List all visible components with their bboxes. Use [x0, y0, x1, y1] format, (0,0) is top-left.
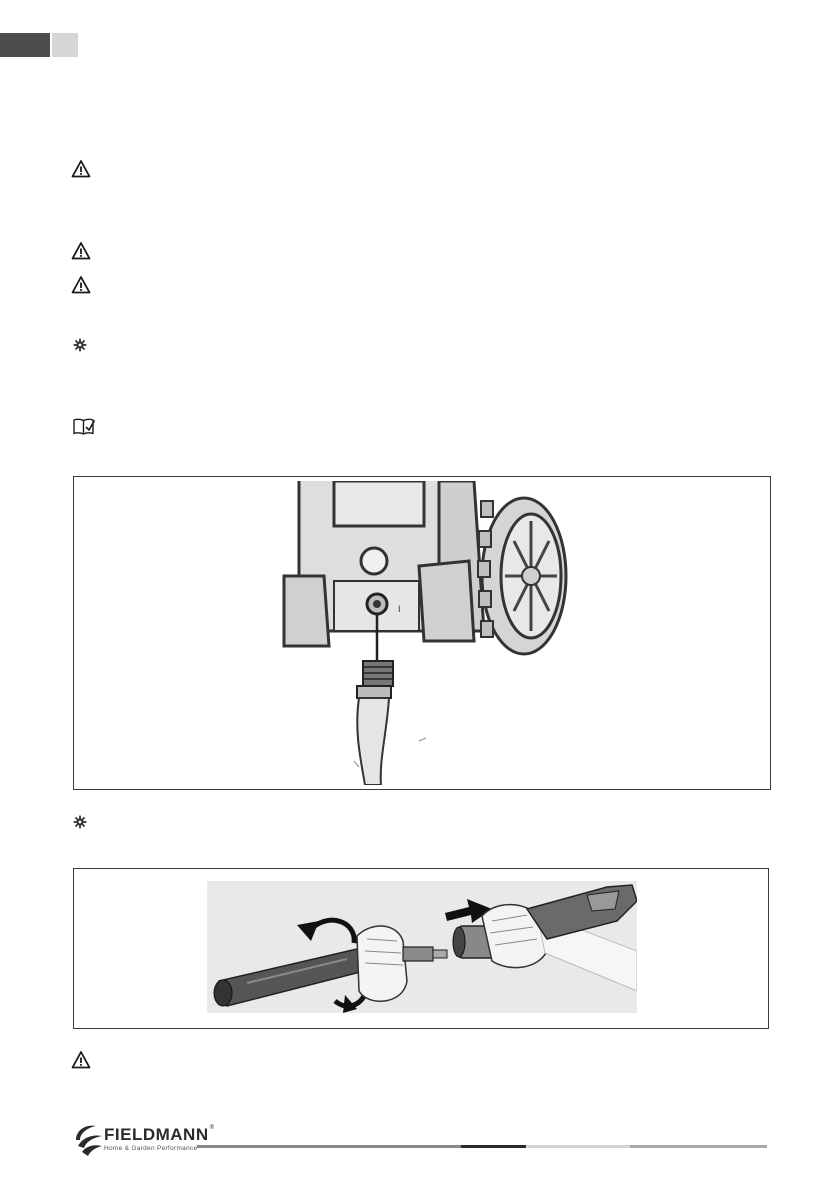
figure-attach-lance-to-gun: [73, 868, 769, 1029]
brand-name: FIELDMANN®: [104, 1125, 215, 1144]
water-inlet-connection-illustration: [269, 481, 569, 785]
warning-icon: [71, 241, 91, 261]
warning-icon: [71, 275, 91, 295]
figure-connect-water-hose: [73, 476, 771, 790]
page-tab-marker-light: [52, 33, 78, 57]
gear-icon: [73, 338, 87, 352]
spray-lance-assembly-illustration: [207, 881, 637, 1013]
footer-bar-segment: [526, 1145, 630, 1148]
warning-icon: [71, 159, 91, 179]
svg-text:I: I: [398, 604, 401, 614]
manual-icon: [72, 416, 96, 436]
warning-icon: [71, 1050, 91, 1070]
footer-bar-segment: [630, 1145, 767, 1148]
brand-tagline: Home & Garden Performance: [104, 1145, 198, 1152]
gear-icon: [73, 815, 87, 829]
page-tab-marker: [0, 33, 50, 57]
footer-bar-segment: [461, 1145, 526, 1148]
fieldmann-logo: [72, 1120, 108, 1160]
footer-bar-segment: [197, 1145, 461, 1148]
